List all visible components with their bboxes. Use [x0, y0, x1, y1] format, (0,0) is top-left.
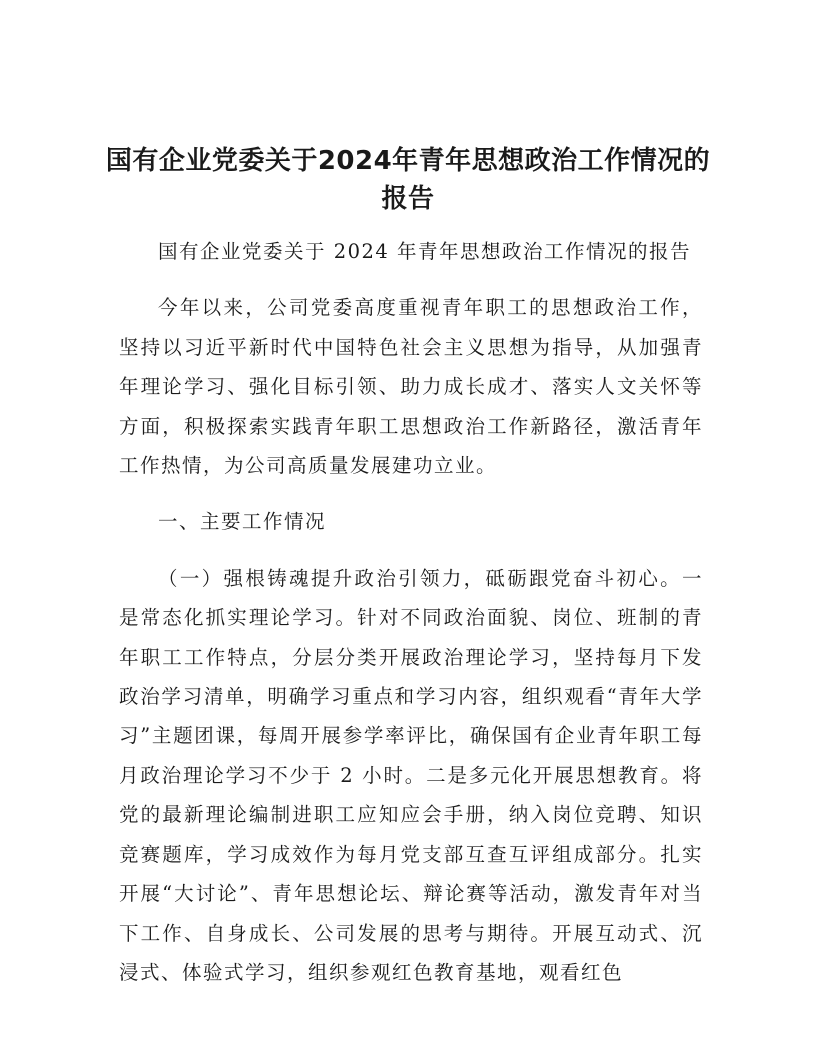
subtitle-paragraph: 国有企业党委关于 2024 年青年思想政治工作情况的报告	[158, 240, 692, 263]
paragraph-gap	[119, 542, 703, 559]
section-heading: 一、主要工作情况	[158, 510, 327, 534]
document-title: 国有企业党委关于2024年青年思想政治工作情况的报告	[105, 146, 711, 214]
paragraph-gap	[119, 485, 703, 502]
body-paragraph: （一）强根铸魂提升政治引领力，砥砺跟党奋斗初心。一是常态化抓实理论学习。针对不同政治面貌、岗位、班制的青年职工工作特点，分层分类开展政治理论学习，坚持每月下发政治学习清单，明确学习重点和学习内容，组织观看“青年大学习”主题团课，每周开展参学率评比，确保国有企业青年职工每月政治理论学习不少于 2 小时。二是多元化开展思想教育。将党的最新理论编制进职工应知应会手册，纳入岗位竞聘、知识竞赛题库，学习成效作为每月党支部互查互评组成部分。扎实开展“大讨论”、青年思想论坛、辩论赛等活动，激发青年对当下工作、自身成长、公司发展的思考与期待。开展互动式、沉浸式、体验式学习，组织参观红色教育基地，观看红色	[119, 566, 703, 984]
intro-paragraph: 今年以来，公司党委高度重视青年职工的思想政治工作，坚持以习近平新时代中国特色社会主义思想为指导，从加强青年理论学习、强化目标引领、助力成长成才、落实人文关怀等方面，积极探索实践青年职工思想政治工作新路径，激活青年工作热情，为公司高质量发展建功立业。	[119, 296, 703, 478]
paragraph-gap	[119, 271, 703, 288]
document-body	[119, 232, 703, 992]
